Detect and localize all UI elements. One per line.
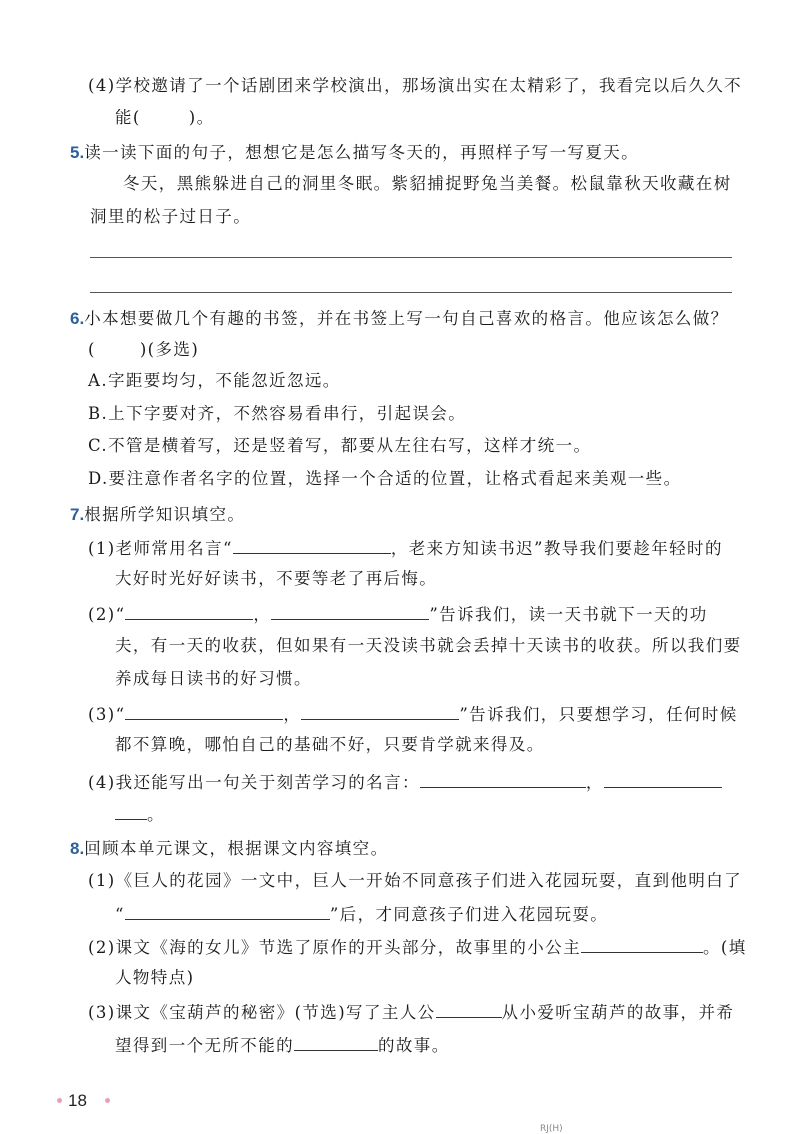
question-8-number: 8. (70, 839, 85, 858)
q7-blank-4c[interactable] (115, 805, 147, 820)
q8-blank-3b[interactable] (294, 1036, 378, 1051)
q7-blank-3a[interactable] (125, 705, 283, 720)
q7-item-1-line-1: (1)老师常用名言“ ，老来方知读书迟”教导我们要趁年轻时的 (88, 539, 723, 558)
q7-item-2-line-2: 夫，有一天的收获，但如果有一天没读书就会丢掉十天读书的收获。所以我们要 (115, 636, 742, 655)
page-number: 18 (68, 1091, 87, 1110)
q8-item-2-line-1: (2)课文《海的女儿》节选了原作的开头部分，故事里的小公主 。(填 (88, 938, 747, 957)
q7-blank-4b[interactable] (604, 773, 722, 788)
question-6-number: 6. (70, 309, 85, 328)
q8-item-2-line-2: 人物特点) (115, 968, 195, 987)
q7-item-4-line-1: (4)我还能写出一句关于刻苦学习的名言： ， (88, 773, 722, 792)
q8-item-1-line-2: “ ”后，才同意孩子们进入花园玩耍。 (115, 905, 609, 924)
q7-item-3-line-2: 都不算晚，哪怕自己的基础不好，只要肯学就来得及。 (115, 735, 545, 754)
q7-blank-3b[interactable] (301, 705, 459, 720)
q4-line-1: (4)学校邀请了一个话剧团来学校演出，那场演出实在太精彩了，我看完以后久久不 (88, 76, 743, 95)
q7-blank-2b[interactable] (271, 605, 429, 620)
q7-blank-1[interactable] (233, 539, 391, 554)
q7-item-2-line-1: (2)“ ， ”告诉我们，读一天书就下一天的功 (88, 605, 708, 624)
question-6-title: 6.小本想要做几个有趣的书签，并在书签上写一句自己喜欢的格言。他应该怎么做？ (70, 309, 729, 328)
page-dot-left (57, 1098, 62, 1103)
q5-example-line-2: 洞里的松子过日子。 (90, 207, 252, 226)
answer-line-2[interactable] (90, 292, 732, 293)
q7-blank-4a[interactable] (420, 773, 586, 788)
q7-blank-2a[interactable] (125, 605, 253, 620)
bottom-mark: RJ(H) (540, 1124, 563, 1134)
question-5-title: 5.读一读下面的句子，想想它是怎么描写冬天的，再照样子写一写夏天。 (70, 143, 640, 162)
q7-item-1-line-2: 大好时光好好读书，不要等老了再后悔。 (115, 569, 438, 588)
q6-option-c: C.不管是横着写，还是竖着写，都要从左往右写，这样才统一。 (88, 436, 592, 455)
question-7-number: 7. (70, 505, 85, 524)
q4-line-2: 能( )。 (115, 108, 215, 127)
q5-example-line-1: 冬天，黑熊躲进自己的洞里冬眠。紫貂捕捉野兔当美餐。松鼠靠秋天收藏在树 (123, 174, 732, 193)
q8-blank-3a[interactable] (436, 1003, 502, 1018)
answer-line-1[interactable] (90, 257, 732, 258)
q8-item-3-line-1: (3)课文《宝葫芦的秘密》(节选)写了主人公 从小爱听宝葫芦的故事，并希 (88, 1003, 735, 1022)
q6-answer-slot[interactable]: ( )(多选) (88, 340, 200, 359)
question-5-number: 5. (70, 143, 85, 162)
q8-item-1-line-1: (1)《巨人的花园》一文中，巨人一开始不同意孩子们进入花园玩耍，直到他明白了 (88, 871, 743, 890)
q6-option-a: A.字距要均匀，不能忽近忽远。 (88, 371, 341, 390)
q7-item-2-line-3: 养成每日读书的好习惯。 (115, 669, 312, 688)
question-7-title: 7.根据所学知识填空。 (70, 505, 246, 524)
page-dot-right (105, 1098, 110, 1103)
q8-blank-2[interactable] (581, 938, 703, 953)
q7-item-4-line-2: 。 (115, 805, 165, 824)
q6-option-d: D.要注意作者名字的位置，选择一个合适的位置，让格式看起来美观一些。 (88, 469, 682, 488)
q8-blank-1[interactable] (125, 905, 330, 920)
question-8-title: 8.回顾本单元课文，根据课文内容填空。 (70, 839, 389, 858)
q8-item-3-line-2: 望得到一个无所不能的 的故事。 (115, 1036, 450, 1055)
q6-option-b: B.上下字要对齐，不然容易看串行，引起误会。 (88, 404, 467, 423)
q7-item-3-line-1: (3)“ ， ”告诉我们，只要想学习，任何时候 (88, 705, 738, 724)
